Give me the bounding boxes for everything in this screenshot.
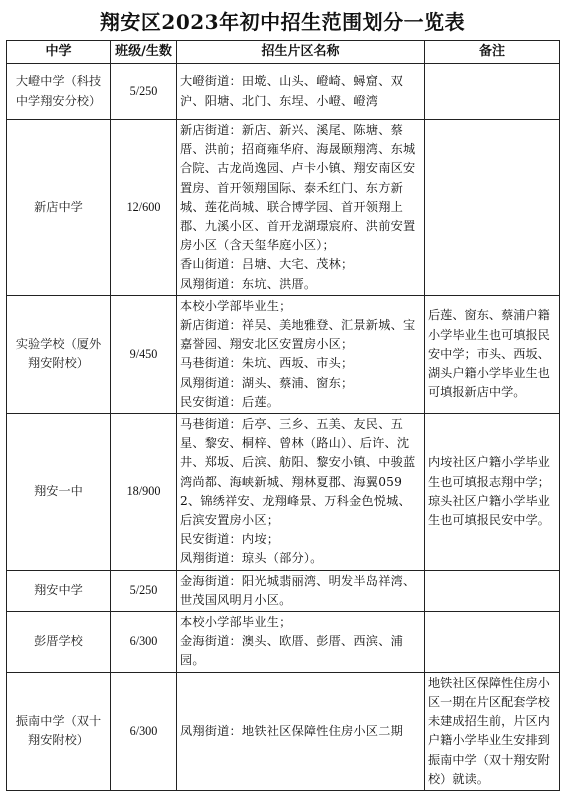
table-row [7, 414, 560, 571]
school-name: 翔安中学 [7, 570, 111, 611]
table-header-row [7, 41, 560, 64]
remark [425, 570, 560, 611]
area-line: 凤翔街道：地铁社区保障性住房小区二期 [180, 723, 403, 738]
school-name: 实验学校（厦外翔安附校） [7, 295, 111, 413]
school-name: 大嶝中学（科技中学翔安分校） [7, 64, 111, 120]
enrollment-area [177, 295, 425, 413]
class-count: 12/600 [111, 120, 177, 296]
table-row [7, 612, 560, 673]
table-row [7, 672, 560, 790]
class-count: 5/250 [111, 570, 177, 611]
area-line: 金海街道：澳头、欧厝、彭厝、西滨、浦园。 [180, 634, 403, 668]
header-school: 中学 [7, 41, 111, 64]
remark [425, 612, 560, 673]
remark: 内垵社区户籍小学毕业生也可填报志翔中学；琼头社区户籍小学毕业生也可填报民安中学。 [425, 414, 560, 571]
enrollment-area [177, 570, 425, 611]
area-line: 新店街道：新店、新兴、溪尾、陈塘、蔡厝、洪前；招商雍华府、海晟颐翔湾、东城合院、古龙尚逸园、卢卡小镇、翔安南区安置房、首开领翔国际、泰禾红门、东方新城、莲花尚城、联合博学园、首开领翔上郡、九溪小区、首开龙湖璟宸府、洪前安置房小区（含天玺华庭小区）； [180, 123, 416, 253]
area-line: 本校小学部毕业生； [180, 298, 292, 313]
area-line: 新店街道：祥吴、美地雅登、汇景新城、宝嘉誉园、翔安北区安置房小区； [180, 318, 416, 352]
header-count: 班级/生数 [111, 41, 177, 64]
school-name: 翔安一中 [7, 414, 111, 571]
area-line: 马巷街道：后亭、三乡、五美、友民、五星、黎安、桐梓、曾林（路山）、后许、沈井、郑坂、后滨、舫阳、黎安小镇、中骏蓝湾尚都、海峡新城、翔林夏郡、海翼0592、锦绣祥安、龙翔峰景、万科金色悦城、后滨安置房小区； [180, 417, 416, 528]
area-line: 马巷街道：朱坑、西坂、市头； [180, 356, 354, 371]
school-name: 新店中学 [7, 120, 111, 296]
area-line: 香山街道：吕塘、大宅、茂林； [180, 257, 354, 272]
class-count: 6/300 [111, 612, 177, 673]
area-line: 凤翔街道：湖头、蔡浦、窗东； [180, 375, 354, 390]
enrollment-area [177, 64, 425, 120]
remark [425, 64, 560, 120]
area-line: 大嶝街道：田墘、山头、嶝崎、蟳窟、双沪、阳塘、北门、东埕、小嶝、嶝湾 [180, 74, 403, 108]
area-line: 本校小学部毕业生； [180, 615, 292, 630]
table-row [7, 570, 560, 611]
enrollment-area [177, 672, 425, 790]
page-title: 翔安区2023年初中招生范围划分一览表 [99, 10, 466, 34]
area-line: 凤翔街道：东坑、洪厝。 [180, 276, 317, 291]
table-row [7, 64, 560, 120]
class-count: 5/250 [111, 64, 177, 120]
enrollment-area [177, 612, 425, 673]
header-note: 备注 [425, 41, 560, 64]
enrollment-area [177, 414, 425, 571]
class-count: 6/300 [111, 672, 177, 790]
table-row [7, 295, 560, 413]
area-line: 民安街道：后莲。 [180, 394, 280, 409]
school-name: 振南中学（双十翔安附校） [7, 672, 111, 790]
remark: 后莲、窗东、蔡浦户籍小学毕业生也可填报民安中学；市头、西坂、湖头户籍小学毕业生也可填报新店中学。 [425, 295, 560, 413]
area-line: 凤翔街道：琼头（部分）。 [180, 551, 323, 566]
enrollment-table [6, 40, 560, 791]
school-name: 彭厝学校 [7, 612, 111, 673]
header-area: 招生片区名称 [177, 41, 425, 64]
area-line: 民安街道：内垵； [180, 532, 280, 547]
area-line: 金海街道：阳光城翡丽湾、明发半岛祥湾、世茂国风明月小区。 [180, 573, 416, 607]
class-count: 18/900 [111, 414, 177, 571]
enrollment-area [177, 120, 425, 296]
remark [425, 120, 560, 296]
table-row [7, 120, 560, 296]
remark: 地铁社区保障性住房小区一期在片区配套学校未建成招生前，片区内户籍小学毕业生安排到振南中学（双十翔安附校）就读。 [425, 672, 560, 790]
class-count: 9/450 [111, 295, 177, 413]
